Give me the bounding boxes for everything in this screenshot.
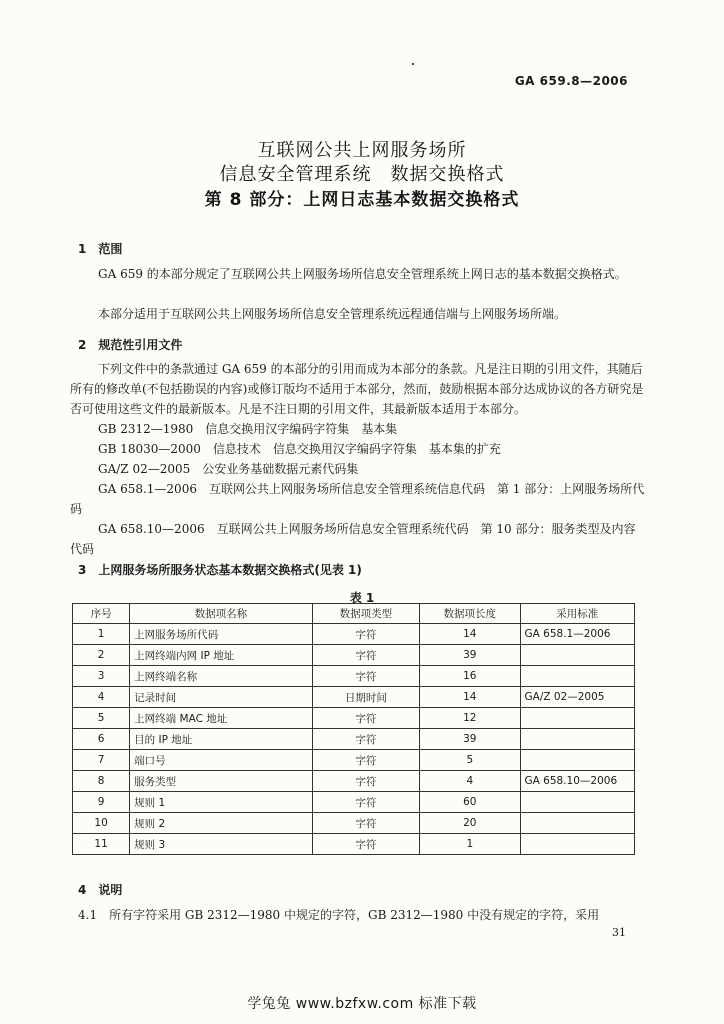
cell-length: 12 bbox=[420, 708, 520, 729]
cell-name: 端口号 bbox=[130, 750, 313, 771]
cell-length: 1 bbox=[420, 834, 520, 855]
cell-standard bbox=[520, 813, 635, 834]
column-header: 数据项类型 bbox=[312, 604, 419, 624]
cell-name: 服务类型 bbox=[130, 771, 313, 792]
cell-name: 上网终端名称 bbox=[130, 666, 313, 687]
cell-no: 2 bbox=[73, 645, 130, 666]
cell-type: 字符 bbox=[312, 666, 419, 687]
cell-type: 字符 bbox=[312, 708, 419, 729]
section-4-1-paragraph: 4.1 所有字符采用 GB 2312—1980 中规定的字符，GB 2312—1980 中没有规定的字符，采用 bbox=[78, 908, 600, 922]
section-1-paragraph-2: 本部分适用于互联网公共上网服务场所信息安全管理系统远程通信端与上网服务场所端。 bbox=[98, 307, 567, 321]
section-1-paragraph-1: GA 659 的本部分规定了互联网公共上网服务场所信息安全管理系统上网日志的基本数据交换格式。 bbox=[98, 267, 627, 281]
reference-item: GA 658.1—2006 互联网公共上网服务场所信息安全管理系统信息代码 第 1 部分：上网服务场所代码 bbox=[70, 482, 645, 516]
cell-name: 上网终端内网 IP 地址 bbox=[130, 645, 313, 666]
column-header: 序号 bbox=[73, 604, 130, 624]
page-number: 31 bbox=[612, 926, 626, 939]
section-2-heading: 2 规范性引用文件 bbox=[78, 338, 183, 352]
cell-name: 目的 IP 地址 bbox=[130, 729, 313, 750]
table-header-row bbox=[73, 604, 635, 624]
cell-no: 6 bbox=[73, 729, 130, 750]
cell-no: 10 bbox=[73, 813, 130, 834]
table-caption: 表 1 bbox=[349, 591, 375, 605]
cell-length: 16 bbox=[420, 666, 520, 687]
cell-length: 4 bbox=[420, 771, 520, 792]
table-row bbox=[73, 624, 635, 645]
scan-speck bbox=[412, 63, 414, 65]
cell-name: 规则 1 bbox=[130, 792, 313, 813]
cell-length: 60 bbox=[420, 792, 520, 813]
section-3-heading: 3 上网服务场所服务状态基本数据交换格式(见表 1) bbox=[78, 563, 362, 577]
cell-name: 上网服务场所代码 bbox=[130, 624, 313, 645]
table-row bbox=[73, 813, 635, 834]
title-line-3: 第 8 部分：上网日志基本数据交换格式 bbox=[204, 190, 520, 210]
column-header: 数据项名称 bbox=[130, 604, 313, 624]
cell-length: 14 bbox=[420, 624, 520, 645]
title-line-1: 互联网公共上网服务场所 bbox=[257, 140, 467, 161]
table-row bbox=[73, 729, 635, 750]
table-row bbox=[73, 771, 635, 792]
cell-type: 字符 bbox=[312, 792, 419, 813]
section-1-heading: 1 范围 bbox=[78, 242, 123, 256]
column-header: 数据项长度 bbox=[420, 604, 520, 624]
footer-watermark: 学兔兔 www.bzfxw.com 标准下载 bbox=[247, 996, 477, 1012]
cell-type: 字符 bbox=[312, 645, 419, 666]
cell-no: 7 bbox=[73, 750, 130, 771]
cell-standard bbox=[520, 645, 635, 666]
table-row bbox=[73, 792, 635, 813]
section-2-paragraph-1: 下列文件中的条款通过 GA 659 的本部分的引用而成为本部分的条款。凡是注日期的引用文件，其随后所有的修改单(不包括勘误的内容)或修订版均不适用于本部分，然而，鼓励根据本部分达成协议的各方研究是否可使用这些文件的最新版本。凡是不注日期的引用文件，其最新版本适用于本部分。 bbox=[70, 362, 644, 416]
data-format-table bbox=[72, 603, 635, 855]
cell-type: 字符 bbox=[312, 750, 419, 771]
reference-item: GA/Z 02—2005 公安业务基础数据元素代码集 bbox=[98, 462, 359, 476]
cell-name: 规则 2 bbox=[130, 813, 313, 834]
cell-length: 14 bbox=[420, 687, 520, 708]
cell-standard bbox=[520, 792, 635, 813]
cell-type: 字符 bbox=[312, 624, 419, 645]
section-4-heading: 4 说明 bbox=[78, 883, 123, 897]
cell-no: 5 bbox=[73, 708, 130, 729]
reference-item: GB 18030—2000 信息技术 信息交换用汉字编码字符集 基本集的扩充 bbox=[98, 442, 501, 456]
cell-no: 9 bbox=[73, 792, 130, 813]
cell-no: 8 bbox=[73, 771, 130, 792]
title-line-2: 信息安全管理系统 数据交换格式 bbox=[219, 164, 505, 185]
cell-type: 字符 bbox=[312, 729, 419, 750]
cell-standard bbox=[520, 708, 635, 729]
cell-no: 4 bbox=[73, 687, 130, 708]
standard-number: GA 659.8—2006 bbox=[514, 74, 628, 88]
cell-no: 11 bbox=[73, 834, 130, 855]
cell-type: 字符 bbox=[312, 813, 419, 834]
table-row bbox=[73, 708, 635, 729]
cell-standard: GA 658.10—2006 bbox=[520, 771, 635, 792]
table-row bbox=[73, 750, 635, 771]
table-row bbox=[73, 645, 635, 666]
cell-name: 上网终端 MAC 地址 bbox=[130, 708, 313, 729]
cell-name: 记录时间 bbox=[130, 687, 313, 708]
cell-type: 字符 bbox=[312, 771, 419, 792]
table-row bbox=[73, 666, 635, 687]
cell-standard: GA/Z 02—2005 bbox=[520, 687, 635, 708]
cell-type: 字符 bbox=[312, 834, 419, 855]
cell-standard: GA 658.1—2006 bbox=[520, 624, 635, 645]
cell-length: 39 bbox=[420, 645, 520, 666]
cell-type: 日期时间 bbox=[312, 687, 419, 708]
cell-no: 3 bbox=[73, 666, 130, 687]
cell-no: 1 bbox=[73, 624, 130, 645]
reference-item: GB 2312—1980 信息交换用汉字编码字符集 基本集 bbox=[98, 422, 398, 436]
cell-name: 规则 3 bbox=[130, 834, 313, 855]
table-row bbox=[73, 834, 635, 855]
cell-length: 39 bbox=[420, 729, 520, 750]
column-header: 采用标准 bbox=[520, 604, 635, 624]
table-row bbox=[73, 687, 635, 708]
cell-standard bbox=[520, 666, 635, 687]
cell-length: 20 bbox=[420, 813, 520, 834]
cell-standard bbox=[520, 729, 635, 750]
cell-standard bbox=[520, 750, 635, 771]
cell-length: 5 bbox=[420, 750, 520, 771]
reference-item: GA 658.10—2006 互联网公共上网服务场所信息安全管理系统代码 第 10 部分：服务类型及内容代码 bbox=[70, 522, 636, 556]
cell-standard bbox=[520, 834, 635, 855]
